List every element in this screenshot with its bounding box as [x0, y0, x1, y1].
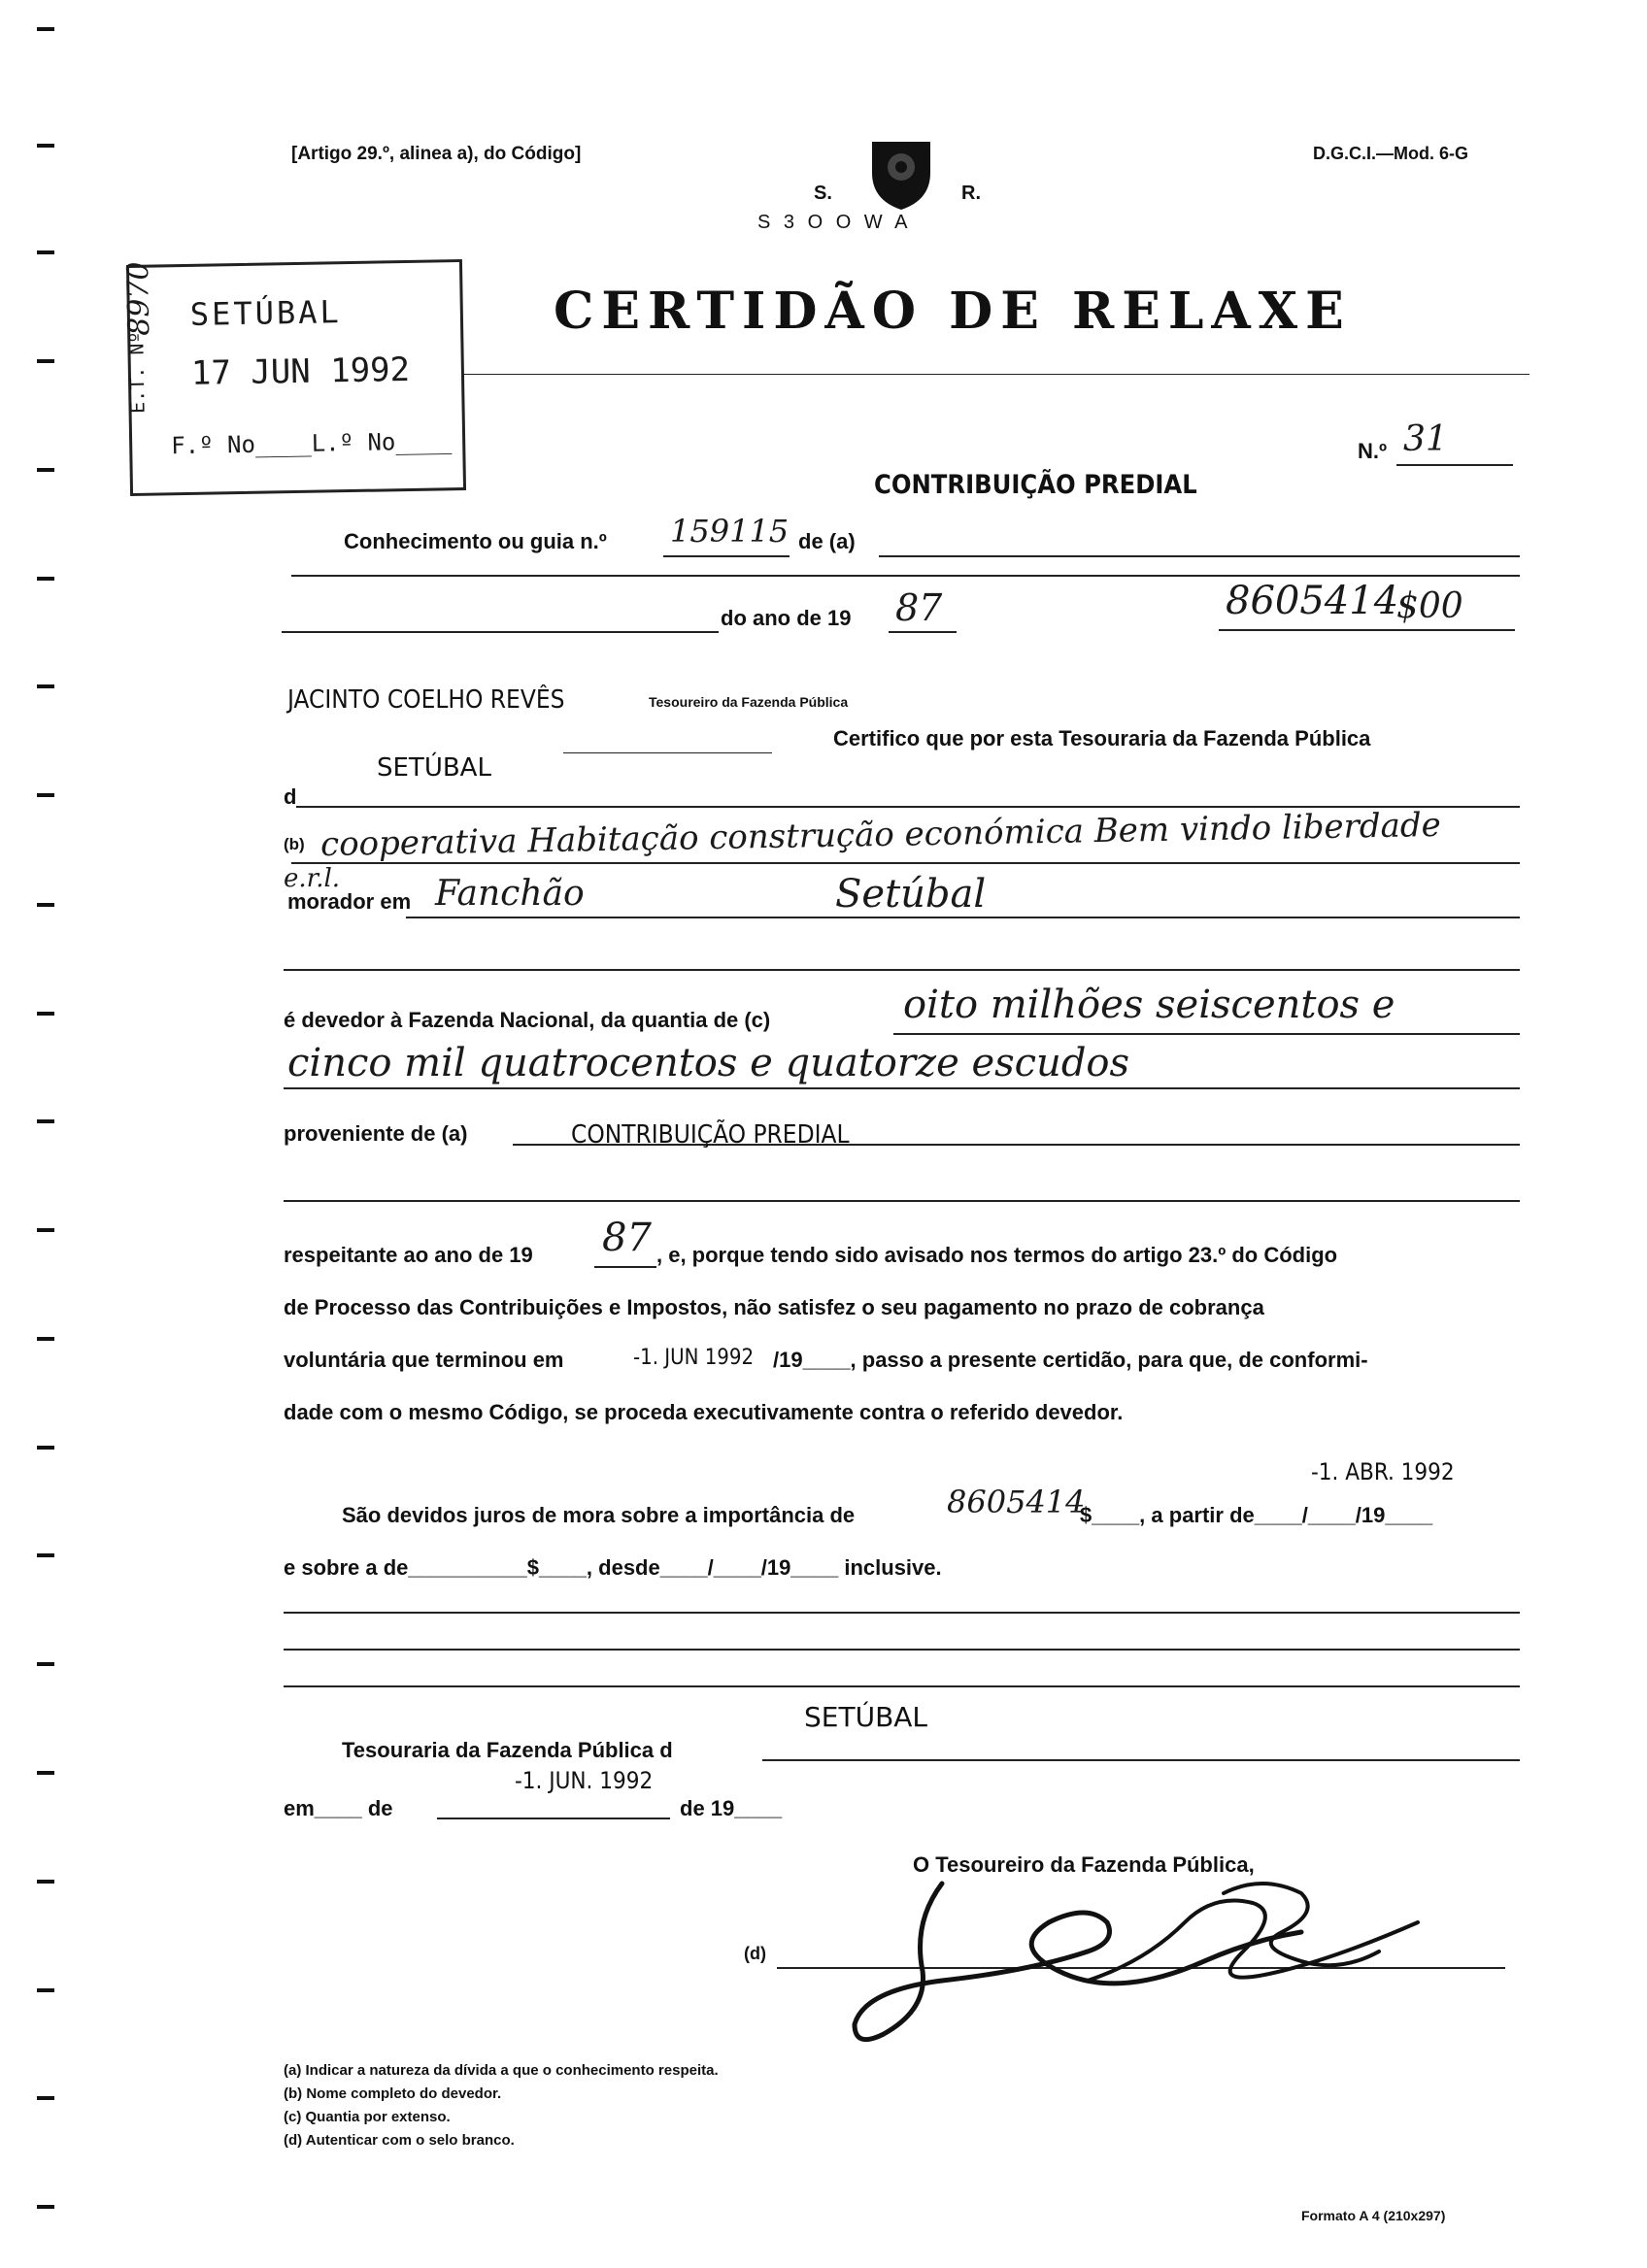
para-line-2: de Processo das Contribuições e Impostos, não satisfez o seu pagamento no prazo de cobrança — [284, 1295, 1264, 1319]
emblem-letter-left: S. — [814, 183, 832, 204]
handwritten-signature — [796, 1864, 1476, 2058]
stamp-number-value: 8970 — [120, 261, 157, 337]
margin-tick — [37, 1228, 54, 1232]
margin-tick — [37, 2205, 54, 2209]
amount-line — [1219, 629, 1515, 631]
margin-tick — [37, 1771, 54, 1775]
interest-label: São devidos juros de mora sobre a importância de — [342, 1503, 856, 1527]
margin-tick — [37, 27, 54, 31]
header-rule — [461, 374, 1529, 375]
margin-tick — [37, 577, 54, 581]
margin-tick — [37, 793, 54, 797]
emblem-caption: S 3 O O W A — [757, 212, 912, 233]
owes-label: é devedor à Fazenda Nacional, da quantia de (c) — [284, 1008, 771, 1032]
tax-type-heading: CONTRIBUIÇÃO PREDIAL — [874, 470, 1197, 500]
coat-of-arms-emblem — [862, 134, 940, 212]
signature-title: O Tesoureiro da Fazenda Pública, — [913, 1852, 1255, 1877]
para-line-3a: voluntária que terminou em — [284, 1348, 564, 1372]
office-line — [762, 1759, 1520, 1761]
interest-date-stamp: -1. ABR. 1992 — [1311, 1458, 1455, 1485]
footnote-b: (b) Nome completo do devedor. — [284, 2085, 502, 2102]
interest-blank-line-1 — [284, 1612, 1520, 1614]
debtor-label: (b) — [284, 835, 305, 853]
stamp-date: 17 JUN 1992 — [190, 350, 411, 393]
emblem-letter-right: R. — [961, 183, 981, 204]
year-label: do ano de 19 — [721, 606, 852, 630]
stamp-book-page: F.º No____L.º No____ — [170, 427, 453, 460]
debtor-line — [291, 862, 1520, 864]
origin-value: CONTRIBUIÇÃO PREDIAL — [571, 1120, 850, 1150]
footnote-a: (a) Indicar a natureza da dívida a que o conhecimento respeita. — [284, 2062, 719, 2079]
footnote-d: (d) Autenticar com o selo branco. — [284, 2132, 515, 2149]
date-of19-label: de 19____ — [680, 1796, 783, 1820]
emblem-icon — [862, 134, 940, 212]
para-year-label: respeitante ao ano de 19 — [284, 1243, 533, 1267]
owes-line — [893, 1033, 1520, 1035]
resident-city: Setúbal — [835, 872, 987, 917]
margin-tick — [37, 1012, 54, 1016]
guide-line — [663, 555, 790, 557]
margin-tick — [37, 468, 54, 472]
form-code: D.G.C.I.—Mod. 6-G — [1313, 144, 1468, 163]
date-value: -1. JUN. 1992 — [515, 1767, 654, 1794]
margin-tick — [37, 2096, 54, 2100]
certify-line — [563, 752, 772, 753]
owes-value-2: cinco mil quatrocentos e quatorze escudos — [287, 1041, 1130, 1085]
year-value: 87 — [895, 586, 943, 629]
guide-line-2 — [291, 575, 1520, 577]
paper-format: Formato A 4 (210x297) — [1301, 2208, 1446, 2223]
stamp-office: SETÚBAL — [189, 293, 343, 333]
guide-value: 159115 — [670, 513, 790, 550]
office-label: Tesouraria da Fazenda Pública d — [342, 1738, 673, 1762]
document-title: CERTIDÃO DE RELAXE — [554, 282, 1352, 341]
interest-amount: 8605414 — [947, 1484, 1086, 1520]
interest-blank-line-2 — [284, 1649, 1520, 1651]
legal-reference: [Artigo 29.º, alinea a), do Código] — [291, 144, 582, 164]
owes-value: oito milhões seiscentos e — [903, 983, 1395, 1027]
stamp-number-label: E.T. Nº — [124, 331, 150, 415]
margin-tick — [37, 144, 54, 148]
para-year-value: 87 — [602, 1216, 652, 1260]
debtor-value-2: e.r.l. — [284, 864, 341, 893]
margin-tick — [37, 1988, 54, 1992]
margin-tick — [37, 1662, 54, 1666]
number-label: N.º — [1358, 439, 1388, 463]
number-line — [1396, 464, 1513, 466]
margin-tick — [37, 359, 54, 363]
amount-suffix: $00 — [1396, 586, 1463, 626]
signature-label: (d) — [744, 1944, 766, 1963]
para-line-1: , e, porque tendo sido avisado nos termos do artigo 23.º do Código — [656, 1243, 1338, 1267]
signature-icon — [796, 1864, 1476, 2058]
para-line-3b: /19____, passo a presente certidão, para que, de conformi- — [773, 1348, 1368, 1372]
margin-tick — [37, 1119, 54, 1123]
year-prefix-line — [282, 631, 719, 633]
guide-of-label: de (a) — [798, 529, 856, 553]
margin-tick — [37, 1446, 54, 1450]
office-stamp — [120, 259, 466, 496]
resident-line — [406, 917, 1520, 918]
margin-tick — [37, 1337, 54, 1341]
interest-line-2: e sobre a de__________$____, desde____/____/19____ inclusive. — [284, 1555, 942, 1580]
footnote-c: (c) Quantia por extenso. — [284, 2109, 451, 2125]
para-line-4: dade com o mesmo Código, se proceda executivamente contra o referido devedor. — [284, 1400, 1124, 1424]
guide-of-line — [879, 555, 1520, 557]
margin-tick — [37, 903, 54, 907]
margin-tick — [37, 250, 54, 254]
guide-label: Conhecimento ou guia n.º — [344, 529, 607, 553]
office-value: SETÚBAL — [804, 1701, 928, 1733]
owes-line-2 — [284, 1087, 1520, 1089]
resident-value: Fanchão — [435, 874, 585, 914]
origin-label: proveniente de (a) — [284, 1121, 468, 1146]
amount-value: 8605414 — [1226, 579, 1399, 623]
certify-text: Certifico que por esta Tesouraria da Fazenda Pública — [833, 726, 1371, 750]
date-em-label: em____ de — [284, 1796, 393, 1820]
interest-rest: $____, a partir de____/____/19____ — [1080, 1503, 1433, 1527]
para-end-date: -1. JUN 1992 — [633, 1346, 755, 1370]
interest-blank-line-3 — [284, 1685, 1520, 1687]
para-year-line — [594, 1266, 656, 1268]
resident-label: morador em — [287, 889, 412, 914]
margin-tick — [37, 1880, 54, 1884]
debtor-value: cooperativa Habitação construção económica Bem vindo liberdade — [319, 805, 1442, 865]
date-line — [437, 1818, 670, 1819]
margin-tick — [37, 684, 54, 688]
treasurer-name: JACINTO COELHO REVÊS — [287, 685, 565, 715]
resident-line-2 — [284, 969, 1520, 971]
year-line — [889, 631, 957, 633]
margin-tick — [37, 1553, 54, 1557]
number-value: 31 — [1403, 419, 1448, 459]
office-typed: SETÚBAL — [377, 753, 491, 783]
treasurer-role: Tesoureiro da Fazenda Pública — [649, 694, 849, 710]
origin-line-2 — [284, 1200, 1520, 1202]
d-label: d — [284, 784, 297, 809]
